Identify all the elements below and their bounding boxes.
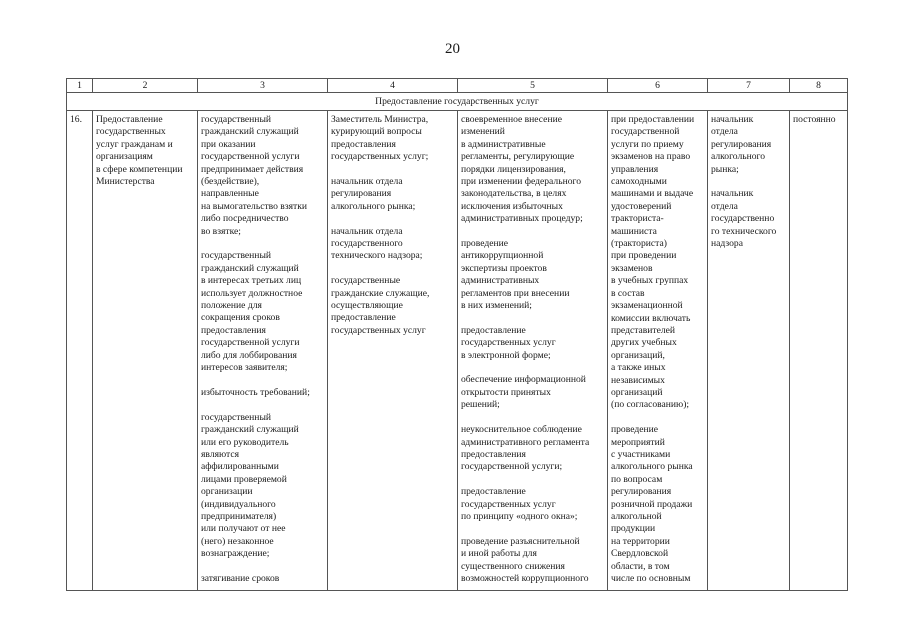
positions-cell (328, 111, 458, 591)
additional-measure-item: при предоставлении государственной услуги по приему экзаменов на право управления самоходными машинами и выдаче удостоверений тракториста- машиниста (тракториста) при проведении экзаменов в учебных группах в состав экзаменационной комиссии включать представителей других учебных организаций, а также иных независимых организаций (по согласованию); (611, 114, 695, 411)
section-row (67, 93, 848, 111)
risk-cell (198, 111, 328, 591)
service-name-cell (93, 111, 198, 591)
column-number-row (67, 79, 848, 93)
position-item: начальник отдела государственного технического надзора; (331, 225, 423, 262)
column-number: 3 (198, 79, 328, 93)
column-number: 8 (790, 79, 848, 93)
responsible-item: начальник отдела регулирования алкогольного рынка; (711, 114, 772, 175)
position-item: государственные гражданские служащие, осуществляющие предоставление государственных услуг (331, 275, 430, 336)
column-number: 4 (328, 79, 458, 93)
row-number-text: 16. (70, 114, 82, 125)
page-number: 20 (445, 41, 460, 57)
measures-table (66, 78, 848, 591)
additional-measure-item: проведение мероприятий с участниками алкогольного рынка по вопросам регулирования розничной продажи алкогольной продукции на территории Свердловской области, в том числе по основным (611, 424, 693, 584)
section-title: Предоставление государственных услуг (67, 93, 848, 111)
deadline-cell (790, 111, 848, 591)
column-number: 1 (67, 79, 93, 93)
measure-item: своевременное внесение изменений в административные регламенты, регулирующие порядки лицензирования, при изменении федерального законодательства, в целях исключения избыточных административных процедур; (461, 114, 583, 225)
risk-item: государственный гражданский служащий в интересах третьих лиц использует должностное положение для сокращения сроков предоставления государственной услуги либо для лоббирования интересов заявителя; (201, 250, 303, 374)
risk-item: затягивание сроков (201, 572, 280, 584)
measure-item: неукоснительное соблюдение административного регламента предоставления государственной услуги; (461, 424, 590, 473)
row-number (67, 111, 93, 591)
risk-item: государственный гражданский служащий или его руководитель являются аффилированными лицами проверяемой организации (индивидуального предпринимателя) или получают от нее (него) незаконное вознаграждение; (201, 411, 299, 560)
responsible-item: начальник отдела государственно го технического надзора (711, 188, 777, 250)
measure-item: предоставление государственных услуг в электронной форме; (461, 324, 556, 361)
table-row (67, 111, 848, 591)
measure-item: проведение антикоррупционной экспертизы проектов административных регламентов при внесении в них изменений; (461, 238, 570, 312)
service-name: Предоставление государственных услуг гражданам и организациям в сфере компетенции Министерства (96, 114, 183, 188)
measure-item: проведение разъяснительной и иной работы для существенного снижения возможностей коррупционного (461, 535, 589, 584)
risk-item: избыточность требований; (201, 386, 310, 398)
column-number: 6 (608, 79, 708, 93)
column-number: 5 (458, 79, 608, 93)
responsible-cell (708, 111, 790, 591)
risk-item: государственный гражданский служащий при оказании государственной услуги предпринимает действия (бездействие), направленные на вымогательство взятки либо посредничество во взятке; (201, 114, 308, 237)
column-number: 2 (93, 79, 198, 93)
deadline-text: постоянно (793, 114, 836, 125)
measures-cell (458, 111, 608, 591)
position-item: Заместитель Министра, курирующий вопросы предоставления государственных услуг; (331, 114, 429, 163)
measure-item: обеспечение информационной открытости принятых решений; (461, 374, 586, 411)
position-item: начальник отдела регулирования алкогольного рынка; (331, 176, 416, 212)
additional-measures-cell (608, 111, 708, 591)
measure-item: предоставление государственных услуг по принципу «одного окна»; (461, 486, 578, 522)
column-number: 7 (708, 79, 790, 93)
